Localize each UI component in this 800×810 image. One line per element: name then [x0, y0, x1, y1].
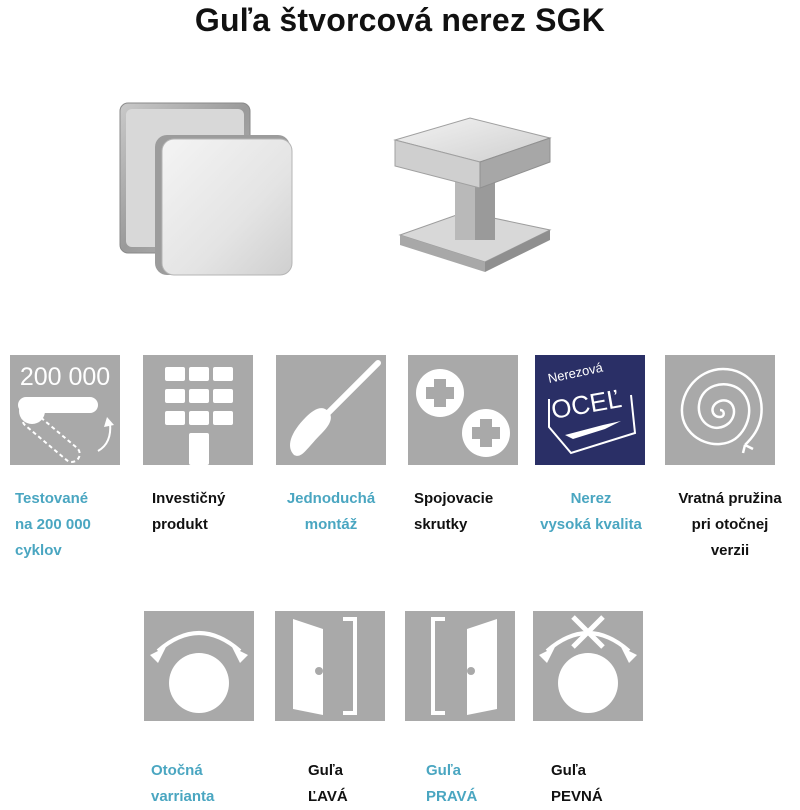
svg-text:200 000: 200 000: [19, 363, 111, 391]
svg-text:Nerezová: Nerezová: [546, 359, 605, 386]
caption-knob-fixed: Guľa PEVNÁ: [551, 762, 603, 805]
door-left-icon: [275, 611, 385, 721]
caption-rotating-variant: Otočná varrianta: [151, 762, 215, 805]
page-title: Guľa štvorcová nerez SGK: [194, 2, 606, 38]
fixed-knob-icon: [533, 611, 643, 721]
door-right-icon: [405, 611, 515, 721]
rotating-knob-icon: [144, 611, 254, 721]
building-icon: [143, 355, 253, 465]
tested-cycles-icon: [10, 355, 120, 465]
stainless-steel-icon: [535, 355, 645, 465]
caption-knob-left: Guľa ĽAVÁ: [308, 762, 348, 805]
screws-icon: [408, 355, 518, 465]
caption-screws: Spojovacie skrutky: [414, 490, 494, 533]
caption-investment-product: Investičný produkt: [152, 490, 226, 533]
return-spring-icon: [665, 355, 775, 465]
caption-knob-right: Guľa PRAVÁ: [426, 762, 478, 805]
product-photo-front: [110, 95, 310, 285]
caption-return-spring: Vratná pružina pri otočnej verzii: [678, 490, 782, 559]
screwdriver-icon: [276, 355, 386, 465]
caption-stainless-quality: Nerez vysoká kvalita: [540, 490, 642, 533]
caption-tested-cycles: Testované na 200 000 cyklov: [15, 490, 91, 559]
product-photo-angled: [385, 100, 565, 280]
caption-easy-mounting: Jednoduchá montáž: [286, 490, 376, 533]
svg-text:OCEĽ: OCEĽ: [548, 383, 624, 425]
